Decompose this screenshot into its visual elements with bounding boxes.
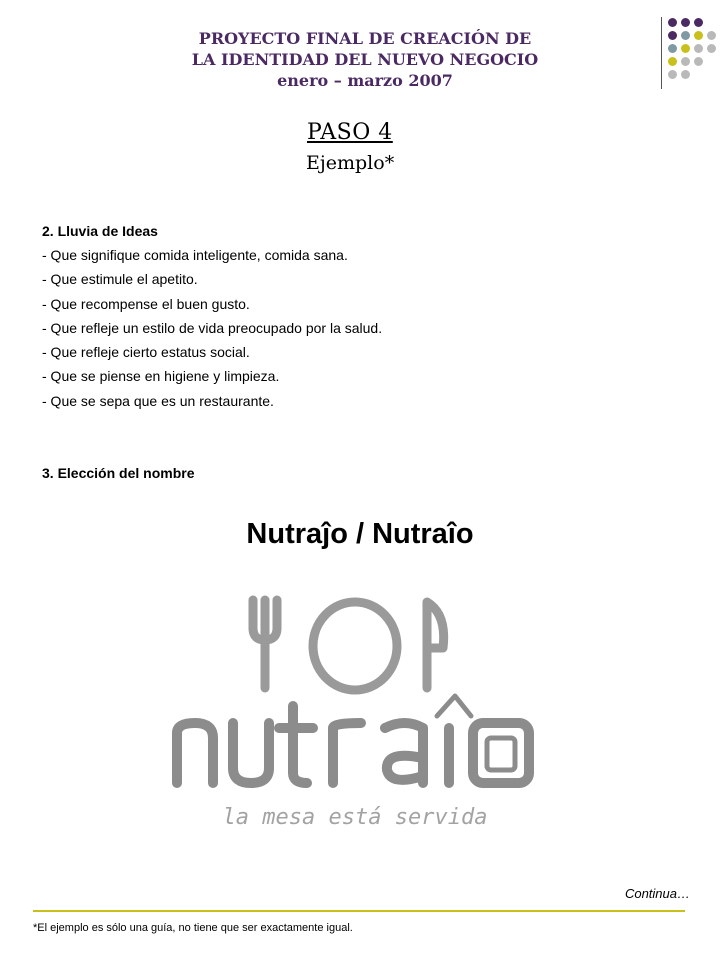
header-line-2: LA IDENTIDAD DEL NUEVO NEGOCIO (191, 50, 539, 69)
decorative-dot (668, 44, 677, 53)
decorative-dot (681, 70, 690, 79)
decorative-dot (707, 31, 716, 40)
footnote: *El ejemplo es sólo una guía, no tiene que ser exactamente igual. (33, 922, 353, 934)
decorative-dot (681, 57, 690, 66)
decorative-dot (694, 70, 703, 79)
header-line-3: enero – marzo 2007 (277, 71, 453, 90)
decorative-dot (681, 18, 690, 27)
header-divider (661, 17, 662, 89)
decorative-dot (681, 31, 690, 40)
list-item: - Que recompense el buen gusto. (42, 295, 250, 312)
decorative-dot (681, 44, 690, 53)
list-item: - Que estimule el apetito. (42, 271, 198, 288)
footer-rule (33, 910, 685, 912)
decorative-dot (707, 18, 716, 27)
header-line-1: PROYECTO FINAL DE CREACIÓN DE (198, 29, 532, 48)
chosen-name: Nutraĵo / Nutraîo (246, 518, 474, 550)
brainstorm-section (42, 223, 382, 413)
list-item: - Que refleje cierto estatus social. (42, 344, 250, 361)
brainstorm-title: 2. Lluvia de Ideas (42, 223, 158, 239)
decorative-dot (668, 57, 677, 66)
brainstorm-list (42, 243, 382, 413)
logo-wordmark-shapes (177, 696, 529, 783)
decorative-dot (707, 44, 716, 53)
decorative-dot (668, 31, 677, 40)
list-item: - Que refleje un estilo de vida preocupado por la salud. (42, 319, 383, 336)
decorative-dot (694, 57, 703, 66)
decorative-dot (668, 18, 677, 27)
step-title: PASO 4 (307, 120, 393, 145)
decorative-dot (694, 18, 703, 27)
logo-tagline: la mesa está servida (222, 805, 488, 830)
nutraio-logo (165, 588, 545, 838)
step-subtitle: Ejemplo* (306, 152, 395, 174)
document-header (150, 28, 580, 91)
list-item: - Que signifique comida inteligente, comida sana. (42, 247, 348, 263)
decorative-dot (707, 70, 716, 79)
decorative-dot (694, 44, 703, 53)
name-selection-title: 3. Elección del nombre (42, 465, 195, 481)
decorative-dot-grid (668, 18, 720, 80)
continue-note: Continua… (624, 886, 690, 901)
decorative-dot (707, 57, 716, 66)
decorative-dot (694, 31, 703, 40)
list-item: - Que se piense en higiene y limpieza. (42, 368, 280, 385)
fork-plate-knife-icon (253, 600, 444, 690)
decorative-dot (668, 70, 677, 79)
list-item: - Que se sepa que es un restaurante. (42, 392, 274, 409)
